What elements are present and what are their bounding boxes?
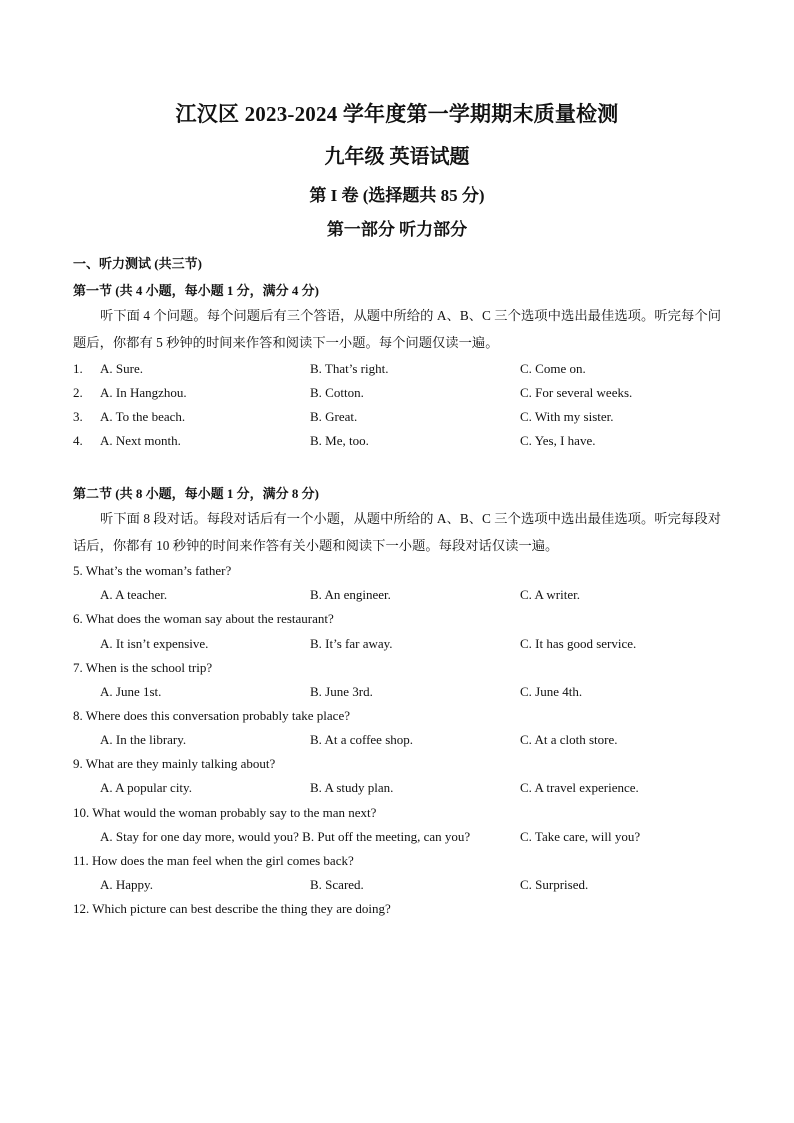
section1-heading: 第一节 (共 4 小题，每小题 1 分，满分 4 分) bbox=[73, 283, 319, 298]
option-b: B. Me, too. bbox=[310, 433, 369, 448]
option-a: A. It isn’t expensive. bbox=[100, 636, 209, 651]
option-b: B. It’s far away. bbox=[310, 636, 393, 651]
option-b: B. An engineer. bbox=[310, 587, 391, 602]
option-c: C. Surprised. bbox=[520, 877, 589, 892]
option-c: C. A writer. bbox=[520, 587, 580, 602]
option-a: A. In the library. bbox=[100, 732, 187, 747]
exam-subtitle: 九年级 英语试题 bbox=[324, 146, 470, 168]
question-stem: 12. Which picture can best describe the thing they are doing? bbox=[73, 901, 391, 916]
option-c: C. At a cloth store. bbox=[520, 732, 618, 747]
option-b: B. Cotton. bbox=[310, 385, 364, 400]
option-c: C. A travel experience. bbox=[520, 780, 639, 795]
option-a: A. A popular city. bbox=[100, 780, 192, 795]
listening-section-heading: 一、听力测试 (共三节) bbox=[73, 256, 202, 271]
option-c: C. June 4th. bbox=[520, 684, 583, 699]
option-a: A. Sure. bbox=[100, 361, 143, 376]
question-stem: 7. When is the school trip? bbox=[73, 660, 213, 675]
option-a: A. In Hangzhou. bbox=[100, 385, 187, 400]
option-b: B. Great. bbox=[310, 409, 358, 424]
part-heading: 第一部分 听力部分 bbox=[326, 220, 468, 239]
option-c: C. It has good service. bbox=[520, 636, 637, 651]
option-a-b: A. Stay for one day more, would you? B. Put off the meeting, can you? bbox=[100, 829, 471, 844]
option-c: C. Come on. bbox=[520, 361, 586, 376]
section2-instruction: 听下面 8 段对话。每段对话后有一个小题，从题中所给的 A、B、C 三个选项中选出最佳选项。听完每段对话后，你都有 10 秒钟的时间来作答有关小题和阅读下一小题。每段对话仅读一遍。 bbox=[73, 511, 721, 553]
option-a: A. Next month. bbox=[100, 433, 181, 448]
question-number: 4. bbox=[73, 433, 83, 448]
option-a: A. A teacher. bbox=[100, 587, 168, 602]
option-b: B. That’s right. bbox=[310, 361, 389, 376]
question-stem: 10. What would the woman probably say to the man next? bbox=[73, 805, 377, 820]
question-stem: 9. What are they mainly talking about? bbox=[73, 756, 276, 771]
option-a: A. Happy. bbox=[100, 877, 153, 892]
option-a: A. To the beach. bbox=[100, 409, 186, 424]
question-number: 1. bbox=[73, 361, 83, 376]
exam-title: 江汉区 2023-2024 学年度第一学期期末质量检测 bbox=[175, 102, 619, 126]
option-c: C. Take care, will you? bbox=[520, 829, 641, 844]
option-b: B. Scared. bbox=[310, 877, 364, 892]
question-stem: 5. What’s the woman’s father? bbox=[73, 563, 232, 578]
option-a: A. June 1st. bbox=[100, 684, 162, 699]
option-c: C. For several weeks. bbox=[520, 385, 633, 400]
option-b: B. At a coffee shop. bbox=[310, 732, 414, 747]
section1-instruction: 听下面 4 个问题。每个问题后有三个答语，从题中所给的 A、B、C 三个选项中选出最佳选项。听完每个问题后，你都有 5 秒钟的时间来作答和阅读下一小题。每个问题仅读一遍。 bbox=[73, 308, 721, 350]
option-c: C. Yes, I have. bbox=[520, 433, 596, 448]
question-stem: 8. Where does this conversation probably take place? bbox=[73, 708, 350, 723]
question-stem: 6. What does the woman say about the restaurant? bbox=[73, 611, 334, 626]
question-stem: 11. How does the man feel when the girl comes back? bbox=[73, 853, 354, 868]
question-number: 2. bbox=[73, 385, 83, 400]
option-b: B. June 3rd. bbox=[310, 684, 373, 699]
question-number: 3. bbox=[73, 409, 83, 424]
section2-heading: 第二节 (共 8 小题，每小题 1 分，满分 8 分) bbox=[73, 486, 319, 501]
option-c: C. With my sister. bbox=[520, 409, 614, 424]
option-b: B. A study plan. bbox=[310, 780, 394, 795]
volume-heading: 第 I 卷 (选择题共 85 分) bbox=[309, 186, 485, 205]
